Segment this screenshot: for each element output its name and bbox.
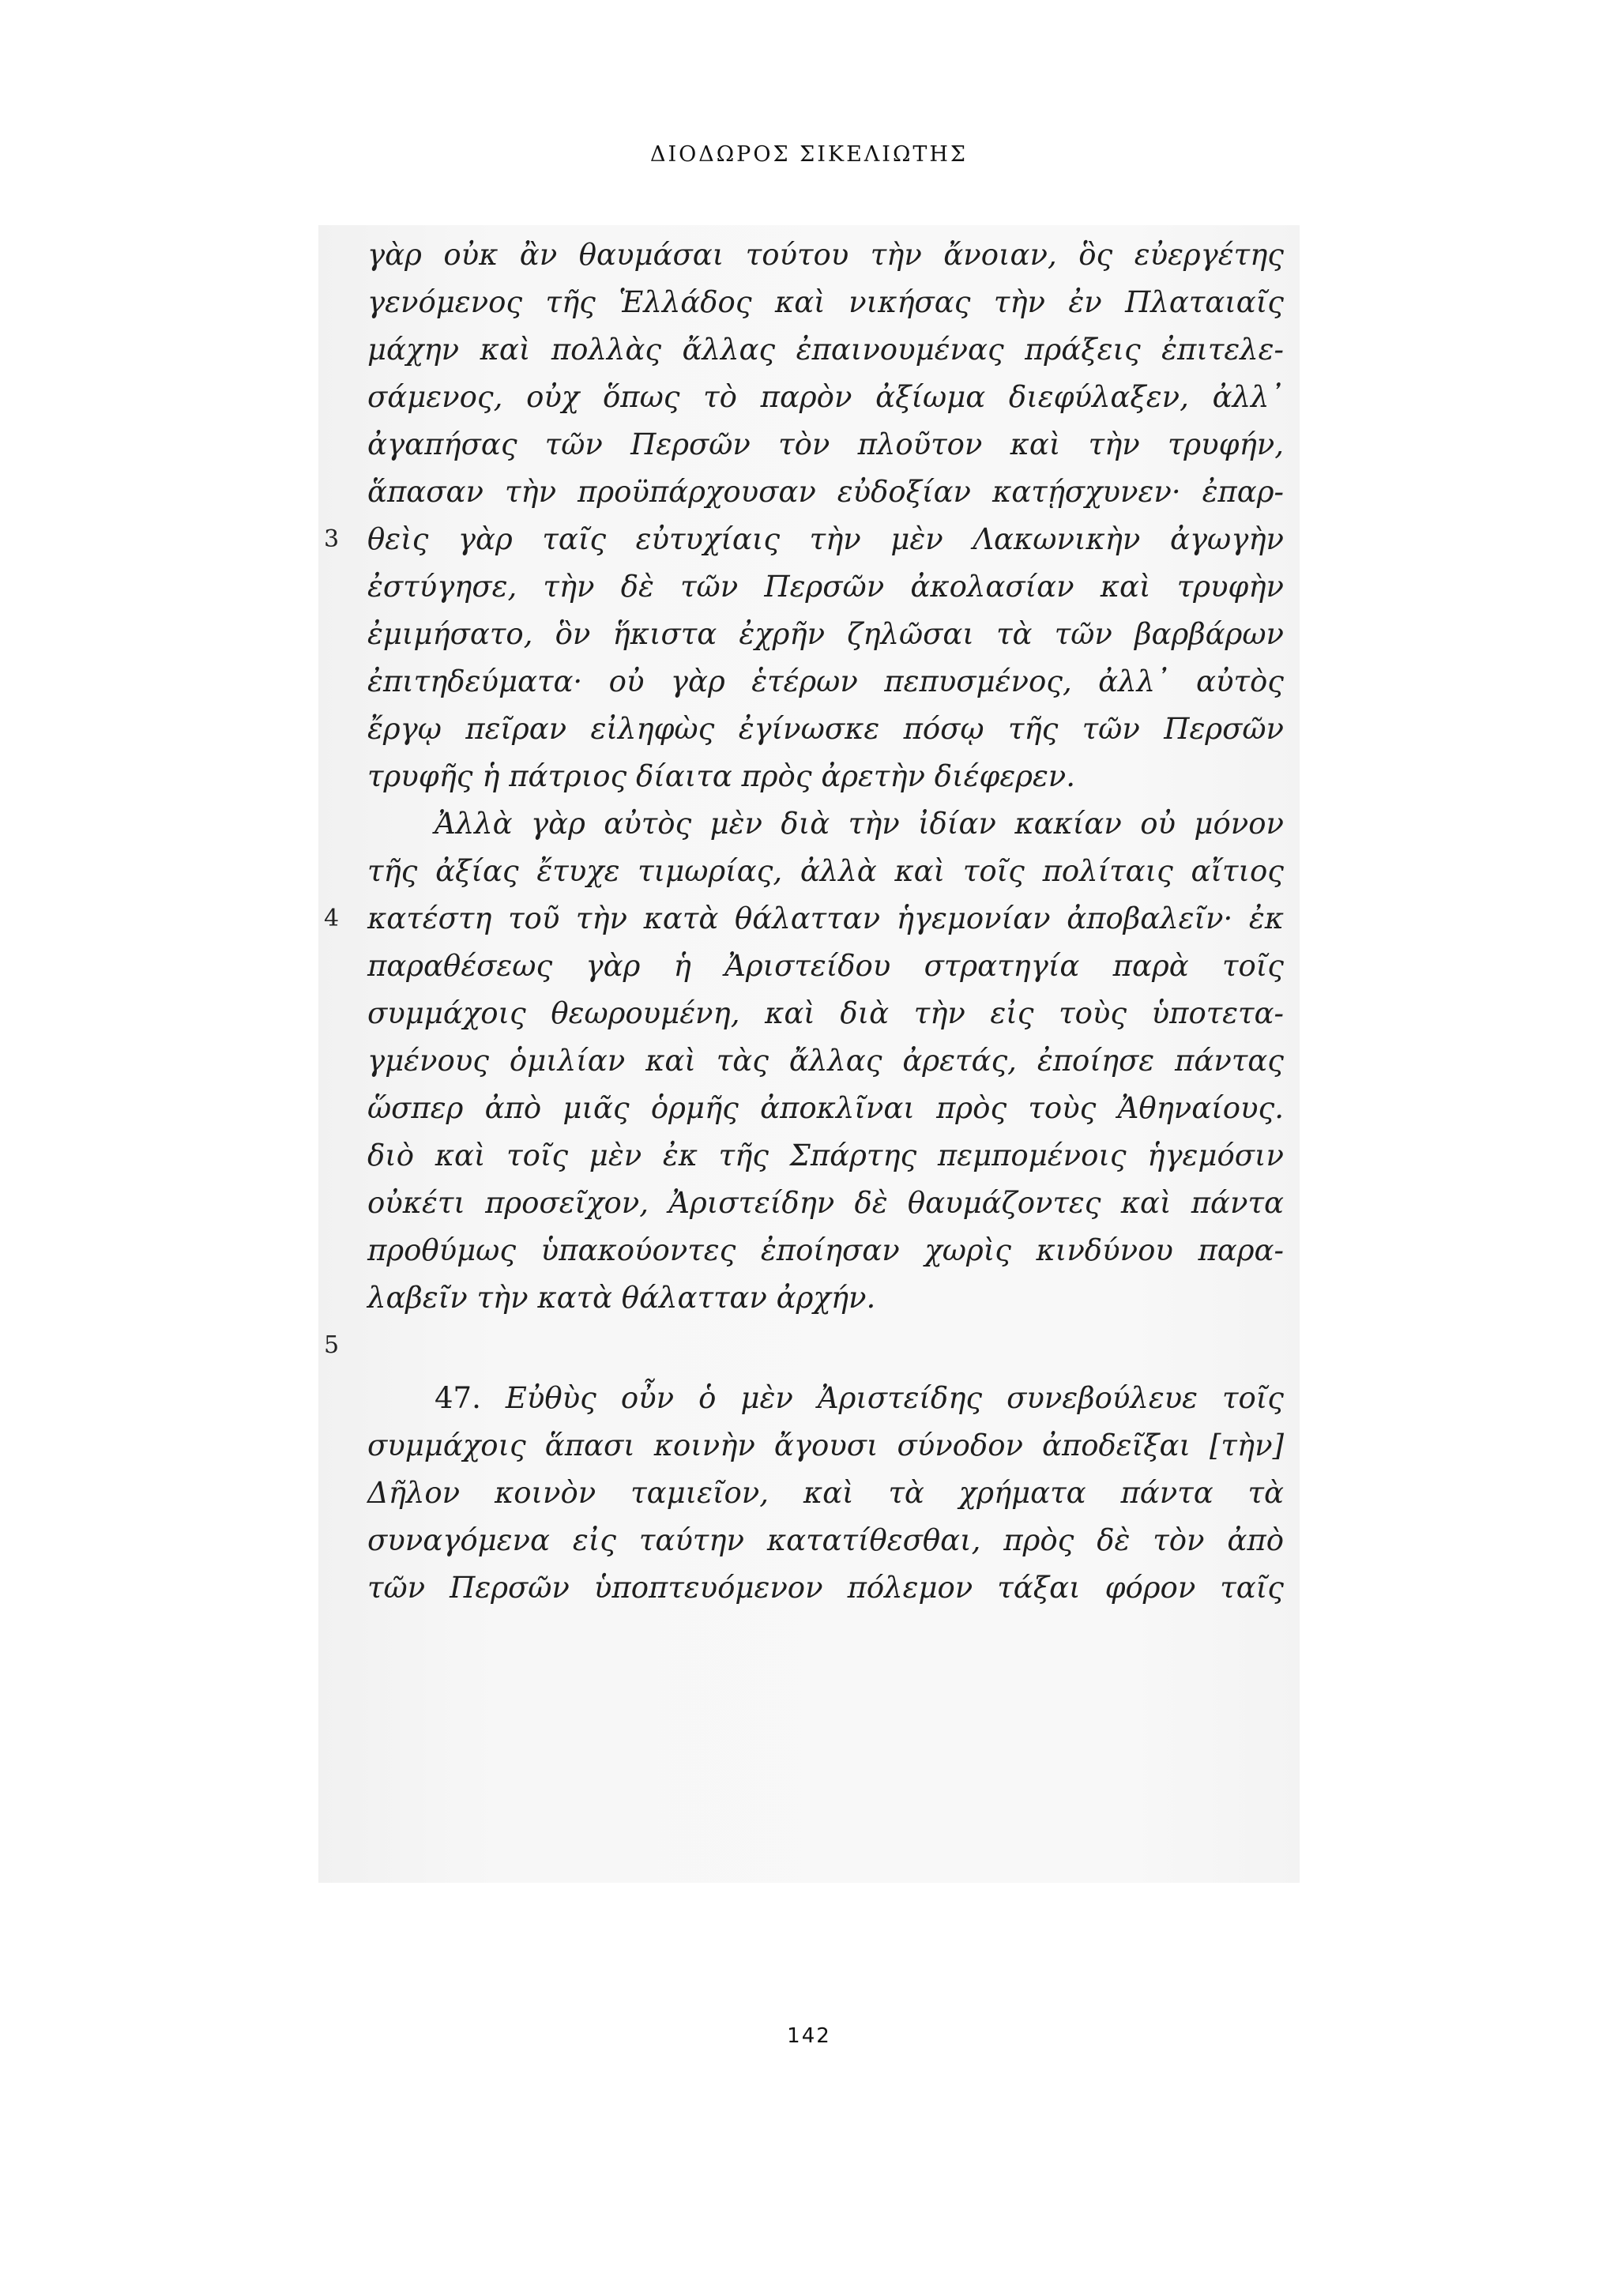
text-line: συναγόμενα εἰς ταύτην κατατίθεσθαι, πρὸς δὲ τὸν ἀπὸ: [367, 1523, 1284, 1557]
margin-number-4: 4: [324, 905, 340, 932]
text-line: ἐστύγησε, τὴν δὲ τῶν Περσῶν ἀκολασίαν καὶ τρυφὴν: [367, 570, 1284, 604]
text-line: τῆς ἀξίας ἔτυχε τιμωρίας, ἀλλὰ καὶ τοῖς πολίταις αἴτιος: [367, 854, 1284, 888]
text-line: γμένους ὁμιλίαν καὶ τὰς ἄλλας ἀρετάς, ἐποίησε πάντας: [367, 1044, 1284, 1078]
running-head: ΔΙΟΔΩΡΟΣ ΣΙΚΕΛΙΩΤΗΣ: [650, 142, 968, 167]
text-line: γενόμενος τῆς Ἑλλάδος καὶ νικήσας τὴν ἐν Πλαταιαῖς: [367, 285, 1284, 319]
text-line: προθύμως ὑπακούοντες ἐποίησαν χωρὶς κινδύνου παρα-: [367, 1233, 1284, 1267]
margin-number-5: 5: [324, 1331, 340, 1359]
text-line: Δῆλον κοινὸν ταμιεῖον, καὶ τὰ χρήματα πάντα τὰ: [367, 1476, 1284, 1510]
margin-number-3: 3: [324, 525, 340, 553]
page-number: 142: [787, 2024, 831, 2048]
text-line: ὥσπερ ἀπὸ μιᾶς ὁρμῆς ἀποκλῖναι πρὸς τοὺς Ἀθηναίους.: [367, 1091, 1284, 1125]
text-line: οὐκέτι προσεῖχον, Ἀριστείδην δὲ θαυμάζοντες καὶ πάντα: [367, 1186, 1284, 1220]
text-line: διὸ καὶ τοῖς μὲν ἐκ τῆς Σπάρτης πεμπομένοις ἡγεμόσιν: [367, 1139, 1284, 1172]
text-line: τρυφῆς ἡ πάτριος δίαιτα πρὸς ἀρετὴν διέφερεν.: [367, 759, 1076, 793]
chapter-47-first-line: [435, 1375, 1284, 1422]
text-line: ἀγαπήσας τῶν Περσῶν τὸν πλοῦτον καὶ τὴν τρυφήν,: [367, 427, 1284, 461]
text-line: σάμενος, οὐχ ὅπως τὸ παρὸν ἀξίωμα διεφύλαξεν, ἀλλ᾽: [367, 380, 1284, 414]
text-line: ἅπασαν τὴν προϋπάρχουσαν εὐδοξίαν κατῄσχυνεν· ἐπαρ-: [367, 475, 1284, 509]
text-line: μάχην καὶ πολλὰς ἄλλας ἐπαινουμένας πράξεις ἐπιτελε-: [367, 333, 1284, 367]
text-line: θεὶς γὰρ ταῖς εὐτυχίαις τὴν μὲν Λακωνικὴν ἀγωγὴν: [367, 522, 1284, 556]
text-line: Ἀλλὰ γὰρ αὐτὸς μὲν διὰ τὴν ἰδίαν κακίαν οὐ μόνον: [435, 807, 1284, 841]
text-line: γὰρ οὐκ ἂν θαυμάσαι τούτου τὴν ἄνοιαν, ὃς εὐεργέτης: [367, 238, 1284, 272]
text-line: ἔργῳ πεῖραν εἰληφὼς ἐγίνωσκε πόσῳ τῆς τῶν Περσῶν: [367, 712, 1284, 746]
text-line: λαβεῖν τὴν κατὰ θάλατταν ἀρχήν.: [367, 1281, 876, 1315]
chapter-number: 47.: [435, 1381, 481, 1415]
text-line: συμμάχοις θεωρουμένη, καὶ διὰ τὴν εἰς τοὺς ὑποτετα-: [367, 996, 1284, 1030]
text-line: συμμάχοις ἅπασι κοινὴν ἄγουσι σύνοδον ἀποδεῖξαι [τὴν]: [367, 1428, 1284, 1462]
text-line: τῶν Περσῶν ὑποπτευόμενον πόλεμον τάξαι φόρον ταῖς: [367, 1571, 1284, 1605]
chapter-first-line-text: Εὐθὺς οὖν ὁ μὲν Ἀριστείδης συνεβούλευε τοῖς: [505, 1381, 1285, 1415]
text-line: ἐπιτηδεύματα· οὐ γὰρ ἑτέρων πεπυσμένος, ἀλλ᾽ αὐτὸς: [367, 664, 1284, 698]
text-line: παραθέσεως γὰρ ἡ Ἀριστείδου στρατηγία παρὰ τοῖς: [367, 949, 1284, 983]
text-line: κατέστη τοῦ τὴν κατὰ θάλατταν ἡγεμονίαν ἀποβαλεῖν· ἐκ: [367, 901, 1284, 935]
text-line: ἐμιμήσατο, ὃν ἥκιστα ἐχρῆν ζηλῶσαι τὰ τῶν βαρβάρων: [367, 617, 1284, 651]
